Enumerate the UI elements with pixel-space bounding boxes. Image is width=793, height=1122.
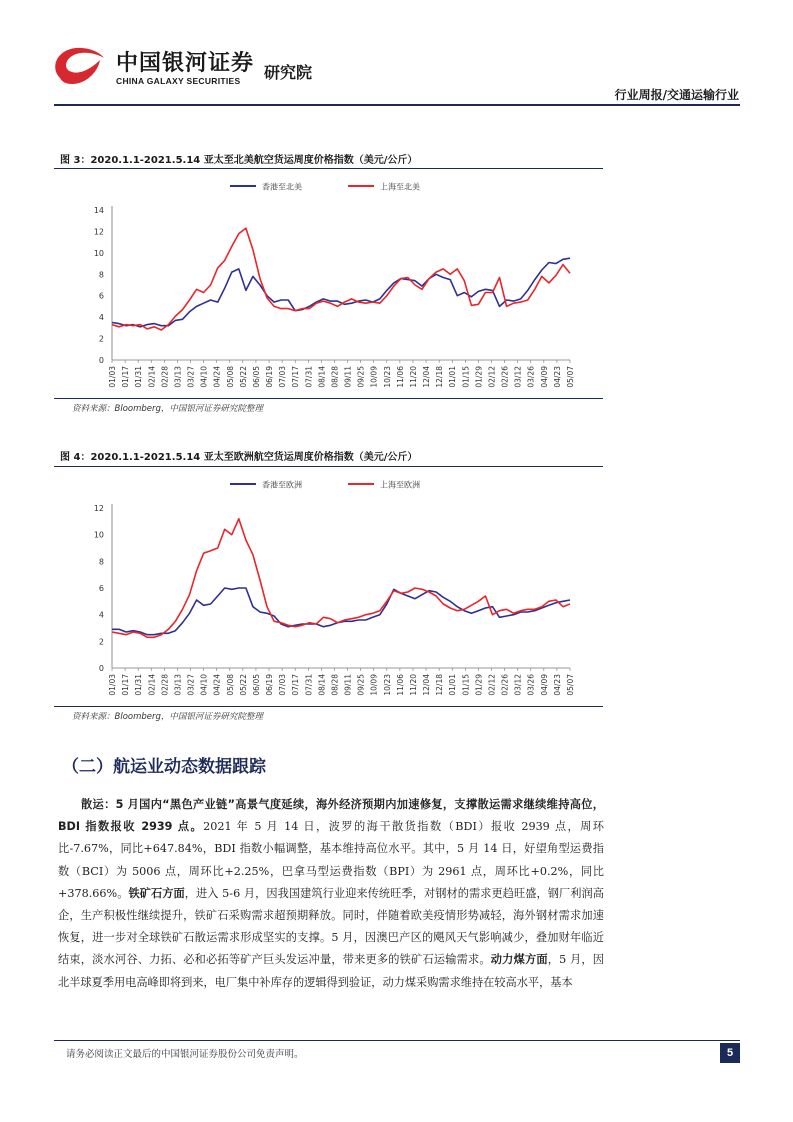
x-tick-label: 01/03: [108, 674, 117, 696]
y-tick-label: 6: [98, 291, 104, 301]
footer-disclaimer: 请务必阅读正文最后的中国银河证券股份公司免责声明。: [66, 1049, 304, 1060]
x-tick-label: 11/20: [408, 674, 418, 696]
series-line-0: [112, 258, 570, 327]
figure-4-chart: [60, 470, 600, 706]
x-tick-label: 04/23: [552, 366, 562, 388]
figure-3-source: 资料来源：Bloomberg，中国银河证券研究院整理: [72, 404, 263, 414]
x-tick-label: 04/23: [552, 674, 562, 696]
x-tick-label: 01/17: [121, 366, 131, 388]
x-tick-label: 01/29: [474, 674, 484, 696]
x-tick-label: 05/22: [238, 674, 248, 696]
x-tick-label: 01/03: [108, 366, 117, 388]
x-tick-label: 07/03: [278, 366, 288, 388]
x-tick-label: 02/14: [147, 366, 157, 388]
x-tick-label: 05/08: [225, 674, 235, 696]
y-tick-label: 12: [93, 227, 104, 237]
x-tick-label: 01/17: [121, 674, 131, 696]
x-tick-label: 01/01: [448, 366, 458, 388]
x-tick-label: 12/18: [435, 366, 445, 388]
x-tick-label: 11/06: [395, 366, 405, 388]
x-tick-label: 09/11: [343, 674, 353, 696]
x-tick-label: 03/26: [526, 674, 536, 696]
x-tick-label: 03/12: [513, 674, 523, 696]
x-tick-label: 02/14: [147, 674, 157, 696]
bdi-summary-text: 2021 年 5 月 14 日，波罗的海干散货指数（BDI）报收 2939 点，周环比-7.67%，同比+647.84%，BDI 指数小幅调整，基本维持高位水平。其中，5 月 14 日，好望角型运费指数（BCI）为 5006 点，周环比+2.25%，巴拿马型运费指数（BPI）为 2961 点，周环比+0.2%，同比+378.66%。: [58, 820, 604, 900]
y-tick-label: 2: [98, 334, 104, 344]
x-tick-label: 04/09: [539, 674, 549, 696]
thermal-coal-lead: 动力煤方面: [490, 953, 548, 967]
figure-3-chart: [60, 172, 600, 398]
x-tick-label: 08/14: [317, 366, 327, 388]
thermal-coal-text: ，5 月，因北半球夏季用电高峰即将到来，电厂集中补库存的逻辑得到验证，动力煤采购需求维持在较高水平，基本: [58, 953, 604, 989]
x-tick-label: 04/24: [212, 674, 222, 696]
x-tick-label: 10/09: [369, 366, 379, 388]
x-tick-label: 04/24: [212, 366, 222, 388]
x-tick-label: 10/23: [382, 366, 392, 388]
x-tick-label: 07/03: [278, 674, 288, 696]
x-tick-label: 09/25: [356, 674, 366, 696]
x-tick-label: 09/11: [343, 366, 353, 388]
x-tick-label: 12/04: [422, 674, 432, 696]
iron-ore-lead: 铁矿石方面: [128, 886, 185, 900]
x-tick-label: 05/08: [225, 366, 235, 388]
x-tick-label: 12/04: [422, 366, 432, 388]
x-tick-label: 02/12: [487, 366, 497, 388]
x-tick-label: 07/31: [304, 674, 314, 696]
figure-3-title: 图 3：2020.1.1-2021.5.14 亚太至北美航空货运周度价格指数（美元/公斤）: [60, 155, 418, 166]
x-tick-label: 12/18: [435, 674, 445, 696]
y-tick-label: 12: [93, 504, 104, 513]
legend-label-1: 上海至北美: [380, 182, 420, 192]
section-title: （二）航运业动态数据跟踪: [62, 757, 266, 777]
series-line-1: [112, 519, 570, 638]
x-tick-label: 07/31: [304, 366, 314, 388]
legend-label-0: 香港至北美: [262, 182, 302, 192]
iron-ore-text: ，进入 5-6 月，因我国建筑行业迎来传统旺季，对钢材的需求更趋旺盛，钢厂利润高企，生产积极性继续提升，铁矿石采购需求超预期释放。同时，伴随着欧美疫情形势减轻，海外钢材需求加速恢复，进一步对全球铁矿石散运需求形成坚实的支撑。5 月，因澳巴产区的飓风天气影响减少，叠加财年临近结束，淡水河谷、力拓、必和必拓等矿产巨头发运冲量，带来更多的铁矿石运输需求。: [58, 886, 604, 967]
body-paragraph: [58, 794, 604, 994]
chart-1-legend: [230, 480, 420, 490]
x-tick-label: 08/28: [330, 366, 340, 388]
x-tick-label: 07/17: [291, 366, 301, 388]
institute-name: 研究院: [264, 63, 313, 82]
page-number: 5: [720, 1043, 740, 1063]
x-tick-label: 06/19: [265, 674, 275, 696]
y-tick-label: 10: [93, 530, 104, 540]
x-tick-label: 02/28: [160, 366, 170, 388]
x-tick-label: 02/12: [487, 674, 497, 696]
y-tick-label: 8: [98, 270, 104, 280]
y-tick-label: 6: [98, 584, 104, 593]
header-rule: [54, 104, 740, 106]
y-tick-label: 14: [93, 206, 104, 215]
figure-3-bottom-rule: [54, 398, 603, 399]
report-type: 行业周报/交通运输行业: [614, 88, 739, 102]
x-tick-label: 04/09: [539, 366, 549, 388]
x-tick-label: 01/29: [474, 366, 484, 388]
x-tick-label: 03/13: [173, 674, 183, 696]
x-tick-label: 07/17: [291, 674, 301, 696]
x-tick-label: 03/13: [173, 366, 183, 388]
x-tick-label: 11/20: [408, 366, 418, 388]
x-tick-label: 05/07: [566, 366, 575, 388]
figure-4-title: 图 4：2020.1.1-2021.5.14 亚太至欧洲航空货运周度价格指数（美元/公斤）: [60, 452, 418, 463]
figure-4-bottom-rule: [54, 706, 603, 707]
x-tick-label: 01/15: [461, 366, 471, 388]
figure-3-top-rule: [54, 168, 603, 169]
y-tick-label: 8: [98, 557, 104, 567]
y-tick-label: 0: [98, 356, 104, 365]
x-tick-label: 02/26: [500, 366, 510, 388]
x-tick-label: 01/31: [134, 366, 144, 388]
x-tick-label: 03/27: [186, 366, 196, 388]
logo-english-name: CHINA GALAXY SECURITIES: [116, 76, 241, 86]
x-tick-label: 08/28: [330, 674, 340, 696]
x-tick-label: 04/10: [199, 674, 209, 696]
series-line-1: [112, 228, 570, 330]
x-tick-label: 04/10: [199, 366, 209, 388]
x-tick-label: 06/05: [251, 366, 261, 388]
x-tick-label: 10/23: [382, 674, 392, 696]
x-tick-label: 11/06: [395, 674, 405, 696]
x-tick-label: 03/12: [513, 366, 523, 388]
x-tick-label: 10/09: [369, 674, 379, 696]
logo-chinese-name: 中国银河证券: [116, 51, 255, 76]
figure-4-top-rule: [54, 466, 603, 467]
x-tick-label: 06/05: [251, 674, 261, 696]
x-tick-label: 02/26: [500, 674, 510, 696]
y-tick-label: 2: [98, 637, 104, 647]
chart-0-legend: [230, 182, 420, 192]
x-tick-label: 03/26: [526, 366, 536, 388]
legend-label-0: 香港至欧洲: [262, 480, 302, 490]
galaxy-logo-icon: [50, 42, 108, 88]
footer-rule: [54, 1040, 740, 1041]
y-tick-label: 4: [98, 610, 104, 620]
y-tick-label: 4: [98, 313, 104, 323]
x-tick-label: 02/28: [160, 674, 170, 696]
x-tick-label: 08/14: [317, 674, 327, 696]
x-tick-label: 01/31: [134, 674, 144, 696]
legend-label-1: 上海至欧洲: [380, 480, 420, 490]
x-tick-label: 09/25: [356, 366, 366, 388]
bulk-shipping-lead: 散运：5 月国内“黑色产业链”高景气度延续，海外经济预期内加速修复，支撑散运需求继续维持高位，BDI 指数报收 2939 点。: [58, 798, 604, 834]
x-tick-label: 05/07: [566, 674, 575, 696]
x-tick-label: 03/27: [186, 674, 196, 696]
y-tick-label: 10: [93, 248, 104, 258]
x-tick-label: 01/15: [461, 674, 471, 696]
y-tick-label: 0: [98, 664, 104, 673]
x-tick-label: 05/22: [238, 366, 248, 388]
x-tick-label: 06/19: [265, 366, 275, 388]
x-tick-label: 01/01: [448, 674, 458, 696]
figure-4-source: 资料来源：Bloomberg，中国银河证券研究院整理: [72, 712, 263, 722]
